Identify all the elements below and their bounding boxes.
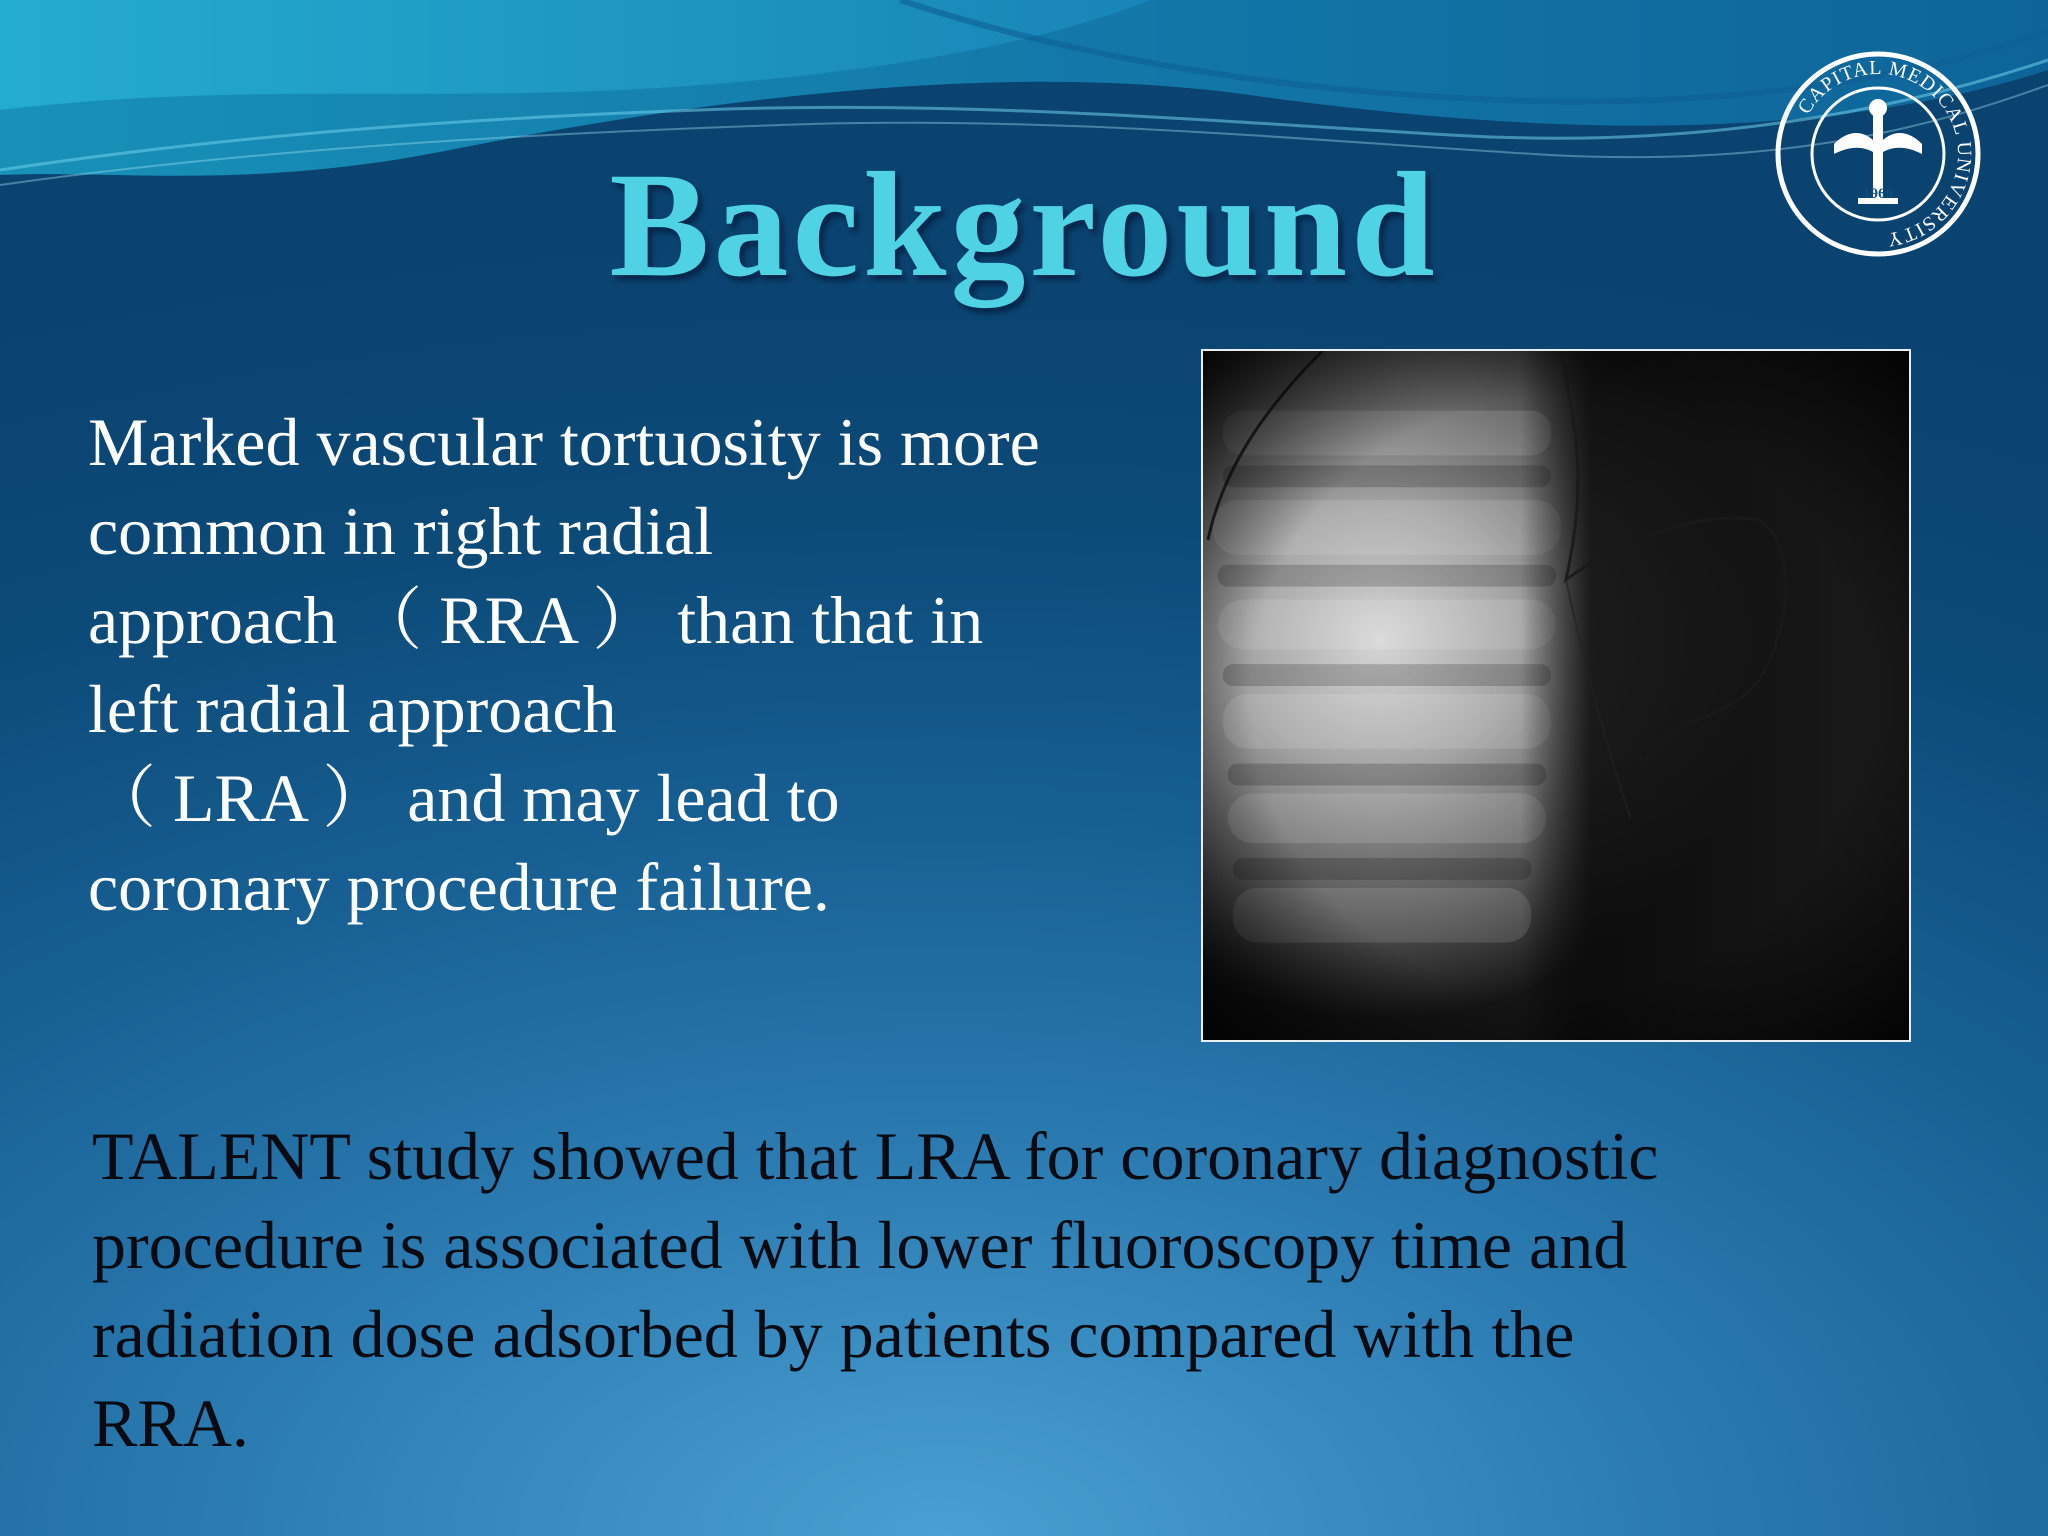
body-paragraph-top: [88, 398, 1188, 932]
body-line: left radial approach: [88, 671, 617, 747]
coronary-angiogram-xray: [1203, 351, 1909, 1040]
body-line: approach （ RRA ） than that in: [88, 582, 984, 658]
slide-title: Background: [609, 142, 1439, 308]
body-line: TALENT study showed that LRA for coronary diagnostic: [92, 1118, 1659, 1194]
coronary-angiogram-image: [1201, 349, 1911, 1042]
body-line: （ LRA ） and may lead to: [88, 760, 840, 836]
body-line: coronary procedure failure.: [88, 849, 830, 925]
body-paragraph-bottom: [92, 1112, 1992, 1468]
body-line: common in right radial: [88, 493, 714, 569]
body-line: RRA.: [92, 1385, 249, 1461]
body-line: procedure is associated with lower fluoroscopy time and: [92, 1207, 1628, 1283]
university-seal-icon: [1772, 48, 1984, 260]
logo-year: 1960: [1863, 186, 1893, 202]
body-line: radiation dose adsorbed by patients compared with the: [92, 1296, 1575, 1372]
logo-ring-text: CAPITAL MEDICAL UNIVERSITY: [1793, 56, 1976, 251]
body-line: Marked vascular tortuosity is more: [88, 404, 1040, 480]
